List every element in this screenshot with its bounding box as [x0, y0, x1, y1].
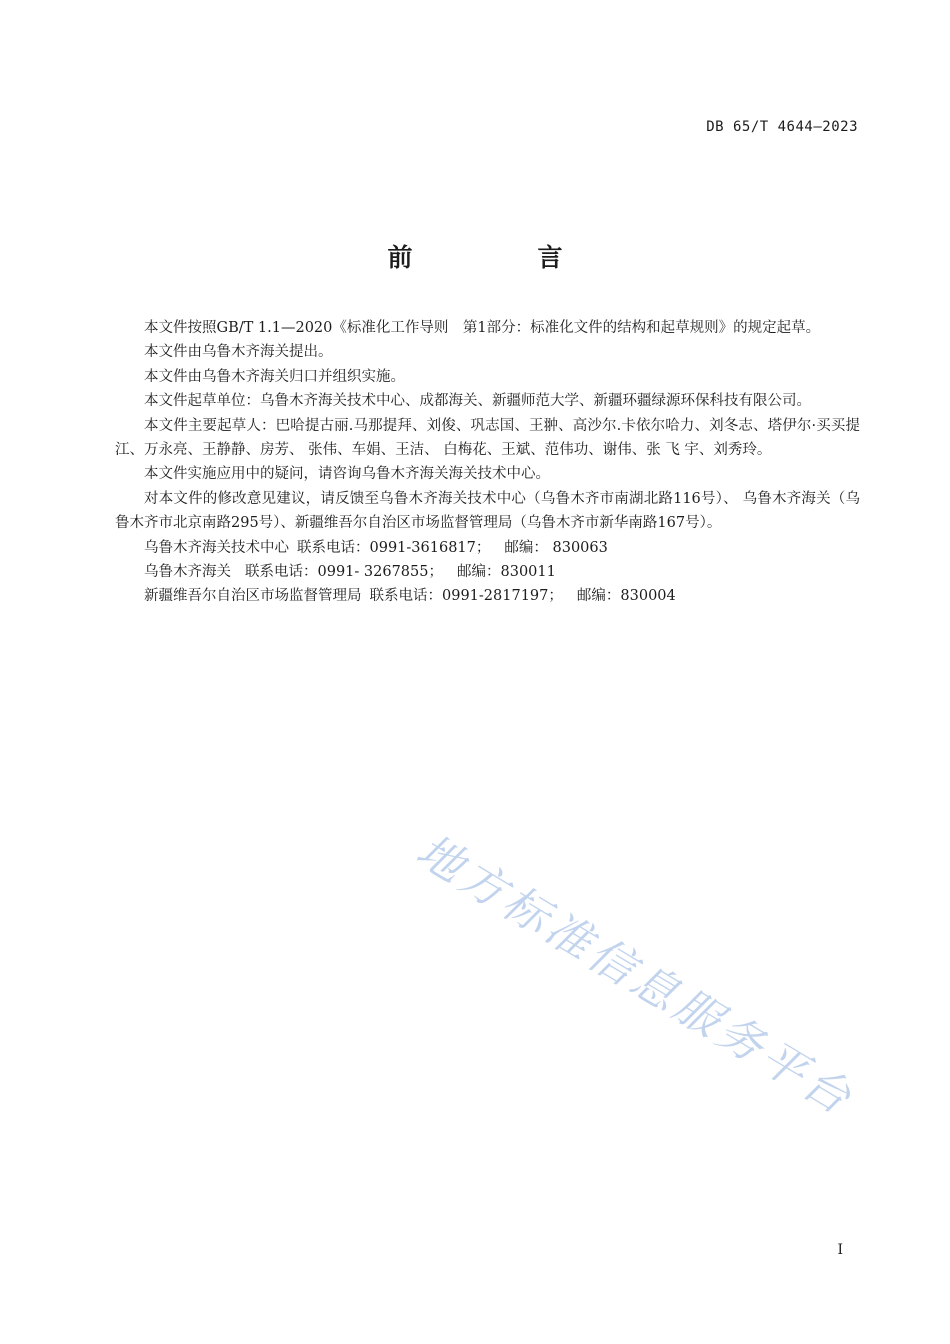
page-title: 前 言 [387, 243, 613, 272]
contact-phone: 联系电话：0991-3616817； [297, 539, 491, 556]
contact-postal: 邮编： 830063 [504, 539, 608, 556]
paragraph-drafting-basis: 本文件按照GB/T 1.1—2020《标准化工作导则 第1部分：标准化文件的结构和起草规则》的规定起草。 [144, 320, 821, 336]
paragraph-administration: 本文件由乌鲁木齐海关归口并组织实施。 [144, 368, 405, 385]
contact-org: 新疆维吾尔自治区市场监督管理局 [144, 588, 362, 605]
contact-line [115, 560, 860, 584]
standard-code: DB 65/T 4644—2023 [706, 119, 858, 135]
contact-postal: 邮编：830011 [457, 564, 556, 581]
paragraph-drafting-units: 本文件起草单位：乌鲁木齐海关技术中心、成都海关、新疆师范大学、新疆环疆绿源环保科技有限公司。 [144, 393, 811, 410]
contact-line [115, 584, 860, 608]
paragraph-inquiry: 本文件实施应用中的疑问，请咨询乌鲁木齐海关海关技术中心。 [144, 466, 550, 483]
contact-org: 乌鲁木齐海关技术中心 [144, 539, 289, 556]
contact-line [115, 536, 860, 560]
page-number: I [837, 1242, 843, 1258]
paragraph-feedback: 对本文件的修改意见建议，请反馈至乌鲁木齐海关技术中心（乌鲁木齐市南湖北路116号）、 乌鲁木齐海关（乌鲁木齐市北京南路295号）、新疆维吾尔自治区市场监督管理局（乌鲁木齐市新华南路167号）。 [115, 490, 860, 532]
contact-org: 乌鲁木齐海关 [144, 564, 231, 581]
paragraph-proposer: 本文件由乌鲁木齐海关提出。 [144, 344, 333, 361]
foreword-body [115, 316, 860, 609]
contact-phone: 联系电话：0991- 3267855； [245, 564, 443, 581]
contact-postal: 邮编：830004 [576, 588, 676, 605]
paragraph-drafters: 本文件主要起草人：巴哈提古丽.马那提拜、刘俊、巩志国、王翀、高沙尔.卡依尔哈力、刘冬志、塔伊尔·买买提江、万永亮、王静静、房芳、 张伟、车娟、王洁、 白梅花、王斌、范伟功、谢伟、张 飞 宇、刘秀玲。 [115, 417, 860, 459]
watermark: 地方标准信息服务平台 [407, 823, 864, 1127]
contact-phone: 联系电话：0991-2817197； [369, 588, 563, 605]
